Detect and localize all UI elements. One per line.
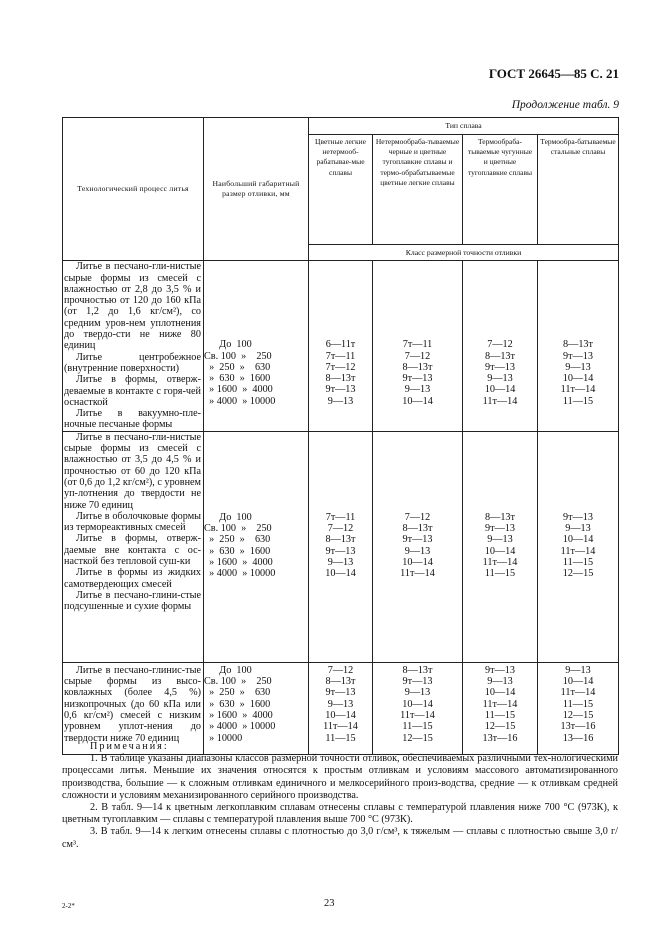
- class-value: 9—13: [565, 523, 591, 535]
- size-range: До 100: [204, 511, 252, 523]
- accuracy-table: [62, 117, 619, 755]
- size-range: » 4000 » 10000: [204, 721, 276, 733]
- class-value: 11т—14: [323, 721, 358, 733]
- footer-mark: 2-2*: [62, 902, 75, 910]
- note-item: 3. В табл. 9—14 к легким отнесены сплавы с плотностью до 3,0 г/см³, к тяжелым — сплавы с плотностью свыше 3,0 г/см³.: [62, 826, 618, 850]
- group-2-col-1: [309, 431, 373, 662]
- class-value: 8—13т: [402, 523, 433, 535]
- group-1-col-3: [463, 261, 538, 431]
- class-value: 6—11т: [325, 339, 356, 351]
- class-value: 11—15: [484, 709, 516, 721]
- size-range: » 630 » 1600: [204, 698, 271, 710]
- class-value: 11—15: [325, 732, 356, 744]
- size-range: » 250 » 630: [204, 534, 271, 546]
- class-value: 7—12: [327, 664, 354, 676]
- class-value: 11т—14: [482, 395, 518, 407]
- group-2-col-4: [538, 431, 619, 662]
- class-value: 11—15: [562, 556, 594, 568]
- class-value: 8—13т: [325, 373, 356, 385]
- class-value: 12—15: [562, 709, 594, 721]
- class-value: 7т—12: [325, 361, 356, 373]
- class-value: 10—14: [484, 545, 516, 557]
- class-value: 10—14: [484, 687, 516, 699]
- class-value: 8—13т: [485, 350, 515, 362]
- class-value: 9—13: [404, 545, 431, 557]
- class-value: 9т—13: [485, 523, 515, 535]
- class-value: 10—14: [402, 395, 433, 407]
- class-value: 11т—14: [560, 545, 596, 557]
- class-value: 9—13: [404, 687, 431, 699]
- class-value: 9—13: [565, 664, 591, 676]
- class-value: 9—13: [487, 534, 513, 546]
- size-range: » 630 » 1600: [204, 373, 271, 385]
- group-1-sizes: [204, 261, 309, 431]
- class-value: 9—13: [565, 361, 591, 373]
- class-value: 9т—13: [485, 664, 515, 676]
- class-value: 10—14: [562, 373, 594, 385]
- group-1-col-2: [373, 261, 463, 431]
- class-value: 9т—13: [402, 373, 433, 385]
- process-text: Литье в песчано-глини-стые подсушенные и сухие формы: [64, 589, 201, 613]
- size-range: Св. 100 » 250: [204, 350, 272, 362]
- header-alloy-4: Термообра-батываемые стальные сплавы: [538, 135, 619, 245]
- class-value: 8—13т: [402, 361, 433, 373]
- class-value: 7—12: [487, 339, 513, 351]
- size-range: » 1600 » 4000: [204, 384, 273, 396]
- class-value: 11т—14: [400, 709, 435, 721]
- size-range: До 100: [204, 664, 252, 676]
- header-process: Технологический процесс литья: [63, 118, 204, 261]
- group-2-col-2: [373, 431, 463, 662]
- class-value: 8—13т: [402, 664, 433, 676]
- process-text: Литье в формы, отверж-деваемые в контакте с горя-чей оснасткой: [64, 374, 201, 408]
- class-value: 7т—11: [325, 350, 356, 362]
- class-value: 13т—16: [560, 721, 596, 733]
- class-value: 11—15: [402, 721, 433, 733]
- size-range: Св. 100 » 250: [204, 523, 272, 535]
- class-value: 8—13т: [325, 676, 356, 688]
- class-value: 10—14: [402, 698, 433, 710]
- size-range: » 250 » 630: [204, 361, 271, 373]
- class-value: 10—14: [325, 568, 356, 580]
- class-value: 12—15: [562, 568, 594, 580]
- class-value: 9—13: [404, 384, 431, 396]
- size-range: » 250 » 630: [204, 687, 271, 699]
- class-value: 8—13т: [325, 534, 356, 546]
- class-value: 9—13: [327, 556, 354, 568]
- size-range: » 10000: [204, 732, 243, 744]
- class-value: 12—15: [402, 732, 433, 744]
- class-value: 8—13т: [485, 511, 515, 523]
- class-value: 9т—13: [563, 511, 593, 523]
- class-value: 7т—11: [402, 339, 433, 351]
- class-value: 7—12: [327, 523, 354, 535]
- group-1-col-1: [309, 261, 373, 431]
- group-2-sizes: [204, 431, 309, 662]
- process-text: Литье в песчано-гли-нистые сырые формы из смесей с влажностью от 2,8 до 3,5 % и прочностью от 120 до 160 кПа (от 1,2 до 1,6 кг/см²), со средним уров-нем уплотнения до твердо-сти не ниже 80 единиц: [64, 261, 201, 352]
- group-1-processes: [63, 261, 204, 431]
- header-alloy-3: Термообраба-тываемые чугунные и цветные тугоплавкие сплавы: [463, 135, 538, 245]
- class-value: 9т—13: [325, 545, 356, 557]
- size-range: » 4000 » 10000: [204, 395, 276, 407]
- header-alloy-1: Цветные легкие нетермооб-рабатывае-мые сплавы: [309, 135, 373, 245]
- class-value: 10—14: [325, 709, 356, 721]
- table-continuation: Продолжение табл. 9: [511, 99, 619, 111]
- class-value: 9т—13: [402, 534, 433, 546]
- note-item: 1. В таблице указаны диапазоны классов размерной точности отливок, обеспечиваемых различными тех-нологическими процессами литья. Меньшие их значения относятся к простым отливкам и условиям массового автоматизированного производства, большие — к сложным отливкам единичного и мелкосерийного произ-водства, средние — к отливкам средней сложности и условиям механизированного серийного производства.: [62, 753, 618, 801]
- size-range: » 4000 » 10000: [204, 568, 276, 580]
- class-value: 10—14: [562, 676, 594, 688]
- class-value: 9т—13: [402, 676, 433, 688]
- header-alloy-2: Нетермообраба-тываемые черные и цветные тугоплавкие сплавы и термо-обрабатываемые цветные легкие сплавы: [373, 135, 463, 245]
- class-value: 11т—14: [560, 384, 596, 396]
- class-value: 9—13: [487, 373, 513, 385]
- notes: [62, 741, 618, 851]
- class-value: 9т—13: [563, 350, 593, 362]
- page-number: 23: [324, 898, 335, 909]
- class-value: 10—14: [402, 556, 433, 568]
- class-value: 11—15: [484, 568, 516, 580]
- class-value: 13т—16: [482, 732, 518, 744]
- process-text: Литье в оболочковые формы из термореактивных смесей: [64, 510, 201, 534]
- notes-title: Примечания:: [90, 741, 169, 752]
- class-value: 7—12: [404, 511, 431, 523]
- group-2-col-3: [463, 431, 538, 662]
- size-range: До 100: [204, 339, 252, 351]
- page-header: ГОСТ 26645—85 С. 21: [488, 66, 619, 81]
- group-2-processes: [63, 431, 204, 662]
- process-text: Литье в формы из жидких самотвердеющих смесей: [64, 567, 201, 590]
- process-text: Литье в вакуумно-пле-ночные песчаные формы: [64, 408, 201, 431]
- class-value: 7т—11: [325, 511, 356, 523]
- process-text: Литье центробежное (внутренние поверхности): [64, 351, 201, 374]
- class-value: 11т—14: [560, 687, 596, 699]
- class-value: 9—13: [487, 676, 513, 688]
- header-alloy-type: Тип сплава: [309, 118, 619, 135]
- class-value: 9т—13: [325, 384, 356, 396]
- class-value: 10—14: [562, 534, 594, 546]
- note-item: 2. В табл. 9—14 к цветным легкоплавким сплавам отнесены сплавы с температурой плавления ниже 700 °С (973К), к цветным тугоплавким — сплавы с температурой плавления выше 700 °С (973К).: [62, 802, 618, 826]
- size-range: Св. 100 » 250: [204, 676, 272, 688]
- class-value: 11т—14: [400, 568, 435, 580]
- class-value: 11—15: [562, 698, 594, 710]
- group-1-col-4: [538, 261, 619, 431]
- class-value: 8—13т: [563, 339, 593, 351]
- class-value: 9—13: [327, 395, 354, 407]
- process-text: Литье в формы, отверж-даемые вне контакта с ос-насткой без тепловой суш-ки: [64, 533, 201, 568]
- class-value: 7—12: [404, 350, 431, 362]
- class-value: 9т—13: [325, 687, 356, 699]
- class-value: 9—13: [327, 698, 354, 710]
- class-value: 10—14: [484, 384, 516, 396]
- header-class: Класс размерной точности отливки: [309, 245, 619, 261]
- class-value: 11—15: [562, 395, 594, 407]
- class-value: 11т—14: [482, 556, 518, 568]
- process-text: Литье в песчано-гли-нистые сырые формы из смесей с влажностью от 3,5 до 4,5 % и прочностью от 60 до 120 кПа (от 0,6 до 1,2 кг/см²), с уровнем уп-лотнения до твердости не ниже 70 единиц: [64, 431, 201, 511]
- size-range: » 1600 » 4000: [204, 556, 273, 568]
- class-value: 9т—13: [485, 361, 515, 373]
- size-range: » 630 » 1600: [204, 545, 271, 557]
- header-size: Наибольший габаритный размер отливки, мм: [204, 118, 309, 261]
- process-text: Литье в песчано-глинис-тые сырые формы из высо-ковлажных (более 4,5 %) низкопрочных (до 60 кПа или 0,6 кг/см²) смесей с низким уровнем уплот-нения до твердости ниже 70 единиц: [64, 664, 201, 744]
- class-value: 11т—14: [482, 698, 518, 710]
- class-value: 13—16: [562, 732, 594, 744]
- size-range: » 1600 » 4000: [204, 709, 273, 721]
- class-value: 12—15: [484, 721, 516, 733]
